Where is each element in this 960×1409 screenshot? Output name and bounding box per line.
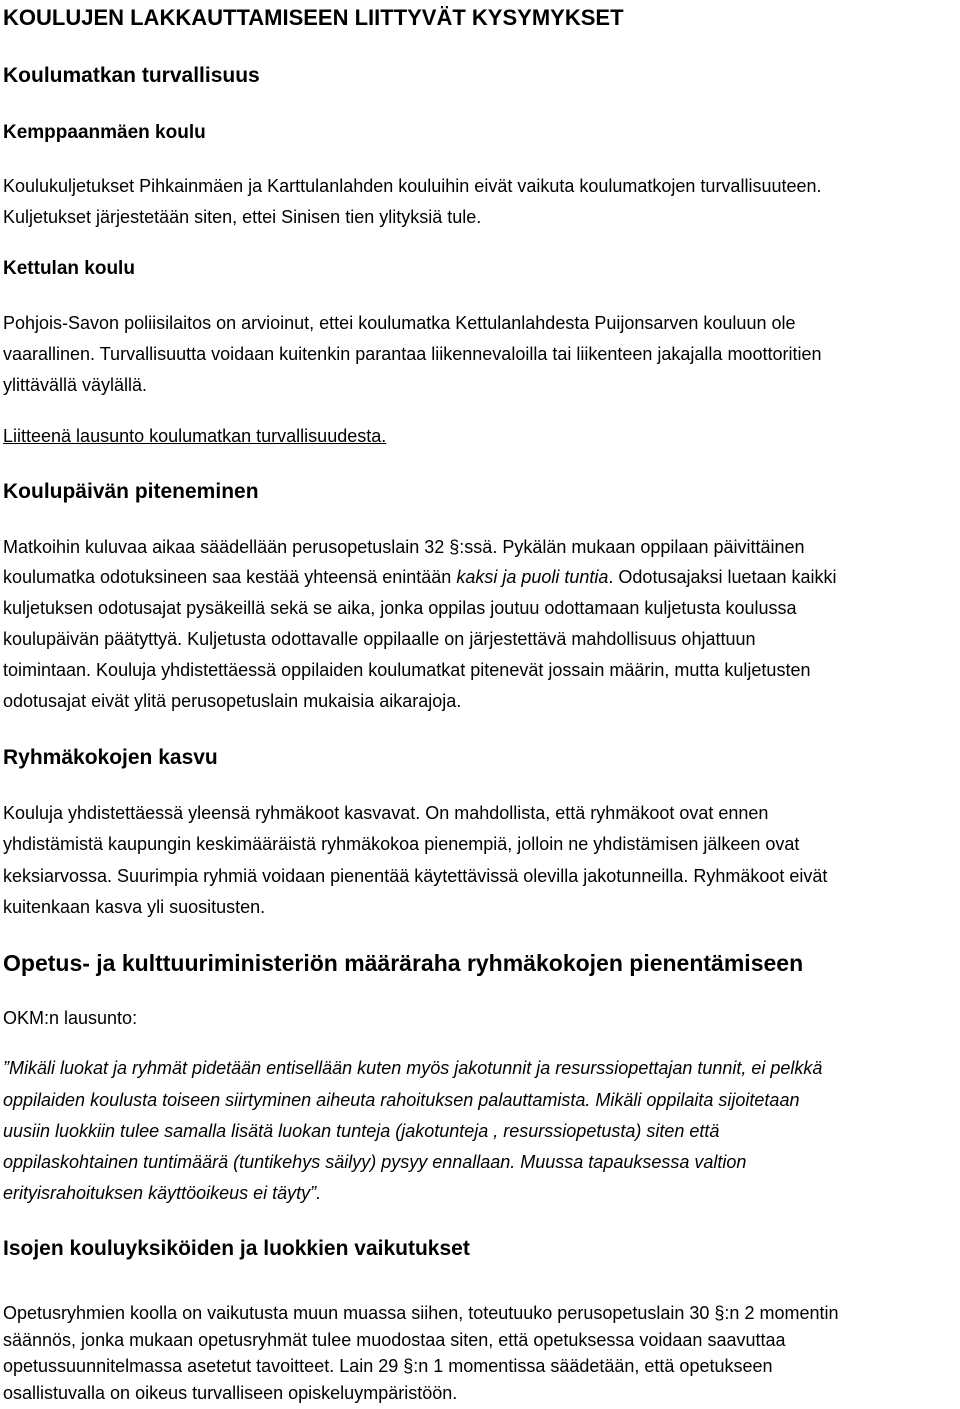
text-run: koulumatka odotuksineen saa kestää yhteensä enintään [3,567,457,587]
paragraph-line: Koulukuljetukset Pihkainmäen ja Karttulanlahden kouluihin eivät vaikuta koulumatkojen turvallisuuteen. [3,176,822,196]
attachment-link[interactable]: Liitteenä lausunto koulumatkan turvallisuudesta. [3,426,387,446]
paragraph-line: opetussuunnitelmassa asetetut tavoitteet. Lain 29 §:n 1 momentissa säädetään, että opetukseen [3,1356,773,1376]
paragraph-line: kuljetuksen odotusajat pysäkeillä sekä se aika, jonka oppilas joutuu odottamaan kuljetusta koulussa [3,598,797,618]
paragraph-line: toimintaan. Kouluja yhdistettäessä oppilaiden koulumatkat pitenevät jossain määrin, mutta kuljetusten [3,660,811,680]
section-heading-koulumatkan-turvallisuus: Koulumatkan turvallisuus [3,64,260,87]
section-heading-koulupaivan-piteneminen: Koulupäivän piteneminen [3,480,259,503]
document-title: KOULUJEN LAKKAUTTAMISEEN LIITTYVÄT KYSYMYKSET [3,5,624,30]
paragraph-line: keksiarvossa. Suurimpia ryhmiä voidaan pienentää käytettävissä olevilla jakotunneilla. Ryhmäkoot eivät [3,866,828,886]
paragraph-line: Pohjois-Savon poliisilaitos on arvioinut, ettei koulumatka Kettulanlahdesta Puijonsarven kouluun ole [3,313,796,333]
paragraph-line: koulupäivän päätyttyä. Kuljetusta odottavalle oppilaalle on järjestettävä mahdollisuus ohjattuun [3,629,756,649]
section-heading-okm-maararaha: Opetus- ja kulttuuriministeriön määräraha ryhmäkokojen pienentämiseen [3,950,804,976]
paragraph-line: Matkoihin kuluvaa aikaa säädellään perusopetuslain 32 §:ssä. Pykälän mukaan oppilaan päivittäinen [3,537,805,557]
paragraph-line [3,567,837,588]
paragraph-line: odotusajat eivät ylitä perusopetuslain mukaisia aikarajoja. [3,691,462,711]
paragraph-line: osallistuvalla on oikeus turvalliseen opiskeluympäristöön. [3,1383,458,1403]
paragraph-line: säännös, jonka mukaan opetusryhmät tulee muodostaa siten, että opetuksessa voidaan saavuttaa [3,1330,786,1350]
section-heading-ryhmakokojen-kasvu: Ryhmäkokojen kasvu [3,746,218,769]
subheading-kettulan-koulu: Kettulan koulu [3,258,135,279]
emphasis-text: kaksi ja puoli tuntia [456,567,609,587]
quote-line: ”Mikäli luokat ja ryhmät pidetään entisellään kuten myös jakotunnit ja resurssiopettajan tunnit, ei pelkkä [3,1058,823,1078]
paragraph-line: Opetusryhmien koolla on vaikutusta muun muassa siihen, toteutuuko perusopetuslain 30 §:n 2 momentin [3,1303,839,1323]
quote-line: oppilaiden koulusta toiseen siirtyminen aiheuta rahoituksen palauttamista. Mikäli oppilaita sijoitetaan [3,1090,800,1110]
text-run: . Odotusajaksi luetaan kaikki [608,567,837,587]
paragraph-line: yhdistämistä kaupungin keskimääräistä ryhmäkokoa pienempiä, jolloin ne yhdistämisen jälkeen ovat [3,834,800,854]
paragraph-line: vaarallinen. Turvallisuutta voidaan kuitenkin parantaa liikennevaloilla tai liikenteen jakajalla moottoritien [3,344,822,364]
subheading-kemppaanmaen-koulu: Kemppaanmäen koulu [3,122,206,143]
quote-line: erityisrahoituksen käyttöoikeus ei täyty”. [3,1183,322,1203]
quote-line: oppilaskohtainen tuntimäärä (tuntikehys säilyy) pysyy ennallaan. Muussa tapauksessa valtion [3,1152,747,1172]
quote-line: uusiin luokkiin tulee samalla lisätä luokan tunteja (jakotunteja , resurssiopetusta) siten että [3,1121,720,1141]
statement-label: OKM:n lausunto: [3,1008,138,1028]
paragraph-line: kuitenkaan kasva yli suositusten. [3,897,266,917]
paragraph-line: ylittävällä väylällä. [3,375,148,395]
section-heading-isojen-kouluyksikoiden-vaikutukset: Isojen kouluyksiköiden ja luokkien vaikutukset [3,1237,470,1260]
paragraph-line: Kuljetukset järjestetään siten, ettei Sinisen tien ylityksiä tule. [3,207,482,227]
paragraph-line: Kouluja yhdistettäessä yleensä ryhmäkoot kasvavat. On mahdollista, että ryhmäkoot ovat ennen [3,803,769,823]
